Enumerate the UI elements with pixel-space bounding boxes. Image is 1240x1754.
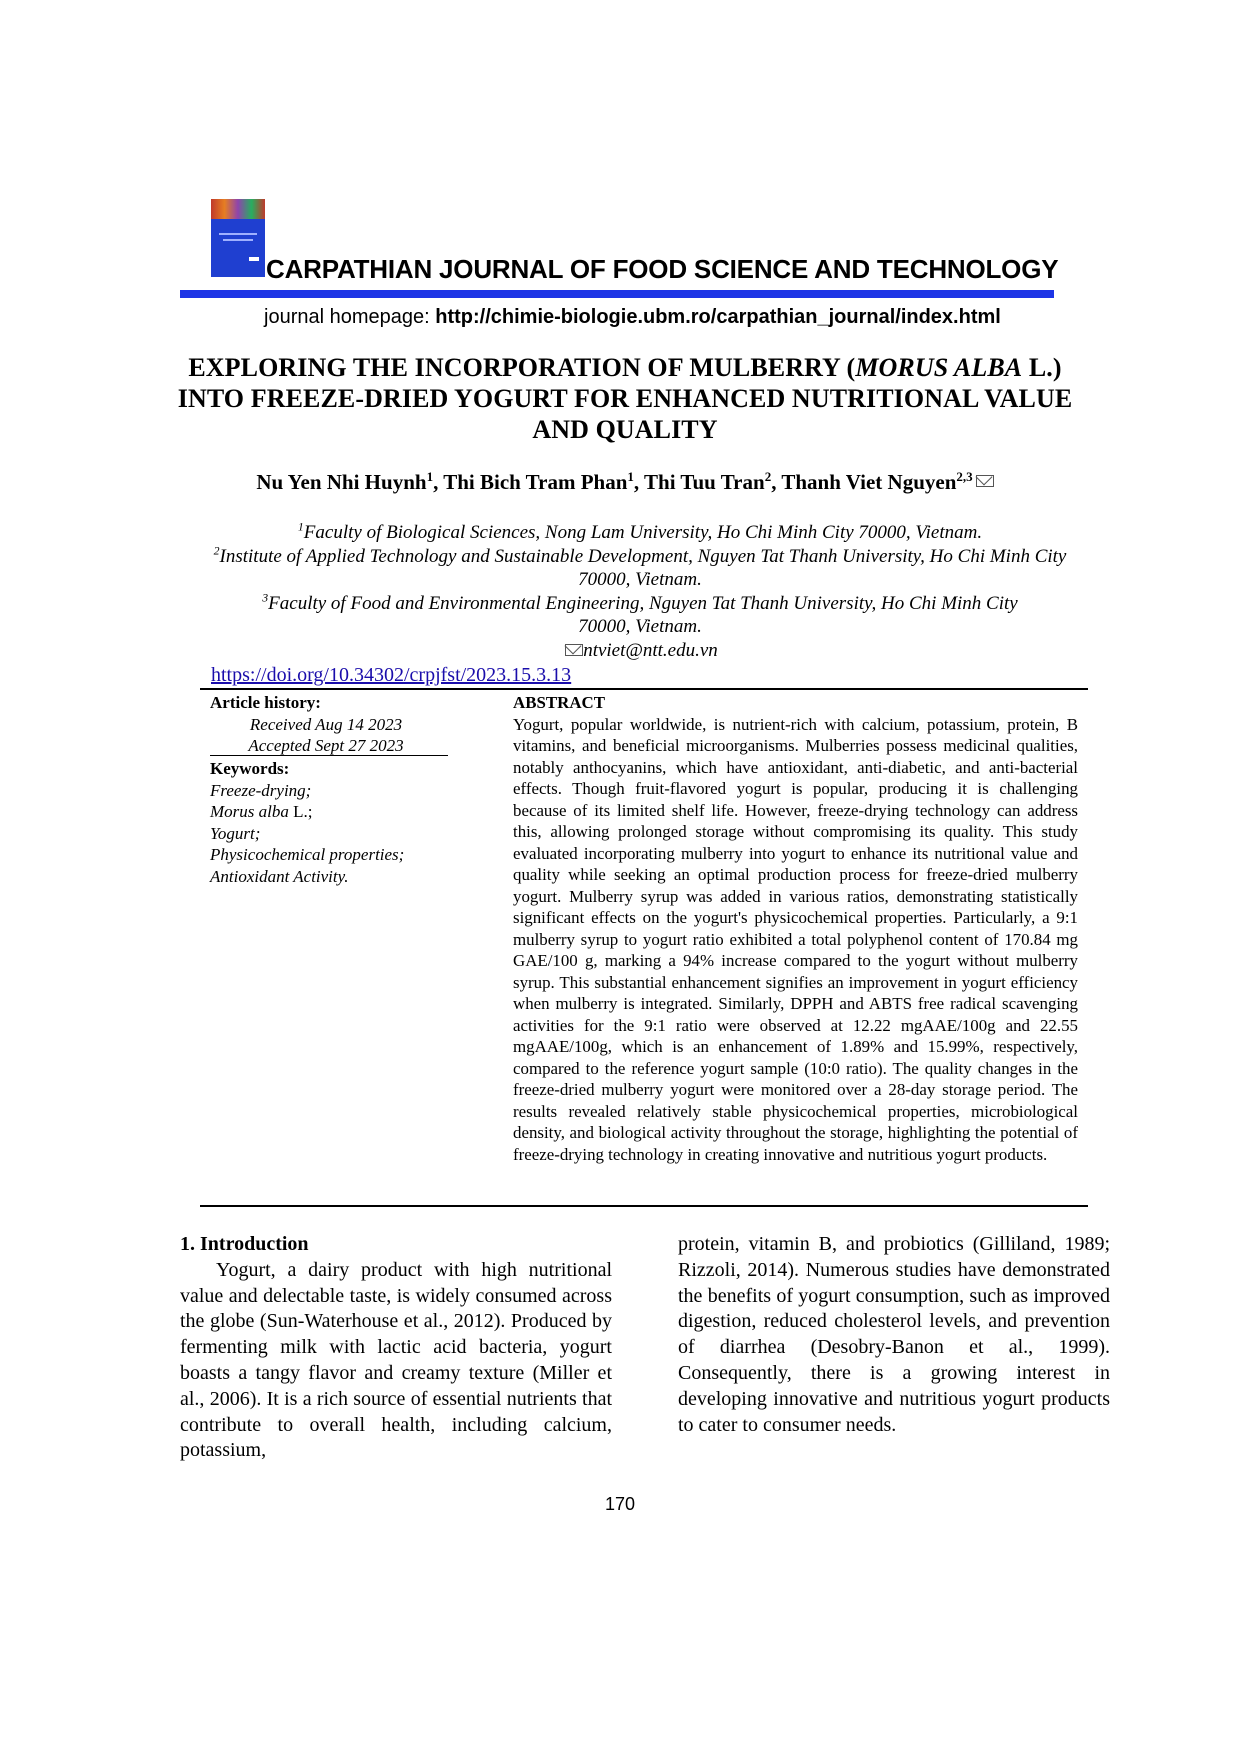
- paragraph: Yogurt, a dairy product with high nutritional value and delectable taste, is widely consumed across the globe (Sun-Waterhouse et al., 2012). Produced by fermenting milk with lactic acid bacteria, yogurt boasts a tangy flavor and creamy texture (Miller et al., 2006). It is a rich source of essential nutrients that contribute to overall health, including calcium, potassium,: [180, 1258, 612, 1462]
- journal-name: CARPATHIAN JOURNAL OF FOOD SCIENCE AND TECHNOLOGY: [266, 254, 1059, 284]
- abstract: [513, 692, 1078, 1165]
- affiliation-3: $^3$Faculty of Food and Environmental Engineering, Nguyen Tat Thanh University, Ho Chi Minh City: [262, 591, 1018, 614]
- abstract-heading: ABSTRACT: [513, 693, 605, 712]
- received-date: Received Aug 14 2023: [249, 714, 403, 734]
- divider: [210, 755, 448, 756]
- author-list: Nu Yen Nhi Huynh$^1$, Thi Bich Tram Phan$^1$, Thi Tuu Tran$^2$, Thanh Viet Nguyen$^{2,3}$: [160, 470, 1090, 495]
- journal-homepage: [264, 306, 1001, 329]
- section-heading: 1. Introduction: [180, 1233, 309, 1255]
- homepage-label: journal homepage:: [264, 306, 436, 328]
- corresponding-email: ntviet@ntt.edu.vn: [160, 639, 1120, 663]
- keywords: Keywords: Freeze-drying; Morus alba L.; Yogurt; Physicochemical properties; Antioxidant Activity.: [210, 758, 450, 887]
- intro-left-column: [180, 1232, 612, 1464]
- divider: [200, 688, 1088, 690]
- keywords-heading: Keywords:: [210, 759, 290, 778]
- header-rule: [180, 290, 1054, 298]
- author: Thanh Viet Nguyen: [781, 470, 957, 494]
- history-heading: Article history:: [210, 693, 321, 712]
- abstract-text: Yogurt, popular worldwide, is nutrient-rich with calcium, potassium, protein, B vitamins, and beneficial microorganisms. Mulberries possess medicinal qualities, notably anthocyanins, which have antioxidant, anti-diabetic, and anti-bacterial effects. Though fruit-flavored yogurt is popular, producing it is challenging because of its limited shelf life. However, freeze-drying technology can address this, allowing prolonged storage without compromising its quality. This study evaluated incorporating mulberry into yogurt to enhance its nutritional value and quality while seeking an optimal production process for freeze-dried mulberry yogurt. Mulberry syrup was added in various ratios, demonstrating statistically significant effects on the yogurt's physicochemical properties. Particularly, a 9:1 mulberry syrup to yogurt ratio exhibited a total polyphenol content of 170.84 mg GAE/100 g, marking a 94% increase compared to the yogurt without mulberry syrup. This substantial enhancement signifies an improvement in yogurt efficiency when mulberry is integrated. Similarly, DPPH and ABTS free radical scavenging activities for the 9:1 ratio were observed at 12.22 mgAAE/100g and 22.55 mgAAE/100g, which is an enhancement of 1.89% and 15.99%, respectively, compared to the reference yogurt sample (10:0 ratio). The quality changes in the freeze-dried mulberry yogurt were monitored over a 28-day storage period. The results revealed relatively stable physicochemical properties, microbiological density, and biological activity throughout the storage, highlighting the potential of freeze-drying technology in creating innovative and nutritious yogurt products.: [513, 714, 1078, 1164]
- article-title: EXPLORING THE INCORPORATION OF MULBERRY (MORUS ALBA L.) INTO FREEZE-DRIED YOGURT FOR ENHANCED NUTRITIONAL VALUE AND QUALITY: [177, 353, 1073, 444]
- affiliations: $^1$Faculty of Biological Sciences, Nong Lam University, Ho Chi Minh City 70000, Vietnam. $^2$Institute of Applied Technology and Sustainable Development, Nguyen Tat Thanh University, Ho Chi Minh City 70000, Vietnam. $^3$Faculty of Food and Environmental Engineering, Nguyen Tat Thanh University, Ho Chi Minh City 70000, Vietnam. ntviet@ntt.edu.vn: [160, 521, 1120, 662]
- affiliation-1: $^1$Faculty of Biological Sciences, Nong Lam University, Ho Chi Minh City 70000, Vietnam.: [297, 520, 983, 543]
- title-species: MORUS ALBA: [855, 353, 1023, 382]
- author: Thi Bich Tram Phan: [443, 470, 628, 494]
- homepage-link[interactable]: http://chimie-biologie.ubm.ro/carpathian_journal/index.html: [435, 306, 1001, 328]
- affiliation-2: $^2$Institute of Applied Technology and Sustainable Development, Nguyen Tat Thanh University, Ho Chi Minh City: [213, 544, 1067, 567]
- mail-icon: [565, 644, 583, 656]
- intro-right-column: [678, 1232, 1110, 1438]
- mail-icon: [976, 475, 994, 487]
- author: Thi Tuu Tran: [644, 470, 765, 494]
- divider: [200, 1205, 1088, 1207]
- page-number: 170: [604, 1494, 636, 1514]
- journal-cover-logo: [211, 199, 265, 277]
- paragraph: protein, vitamin B, and probiotics (Gilliland, 1989; Rizzoli, 2014). Numerous studies have demonstrated the benefits of yogurt consumption, such as improved digestion, reduced cholesterol levels, and prevention of diarrhea (Desobry-Banon et al., 1999). Consequently, there is a growing interest in developing innovative and nutritious yogurt products to cater to consumer needs.: [678, 1233, 1110, 1436]
- author: Nu Yen Nhi Huynh: [256, 470, 427, 494]
- article-history: [210, 692, 450, 757]
- accepted-date: Accepted Sept 27 2023: [248, 736, 404, 755]
- doi-link[interactable]: https://doi.org/10.34302/crpjfst/2023.15.3.13: [211, 664, 572, 686]
